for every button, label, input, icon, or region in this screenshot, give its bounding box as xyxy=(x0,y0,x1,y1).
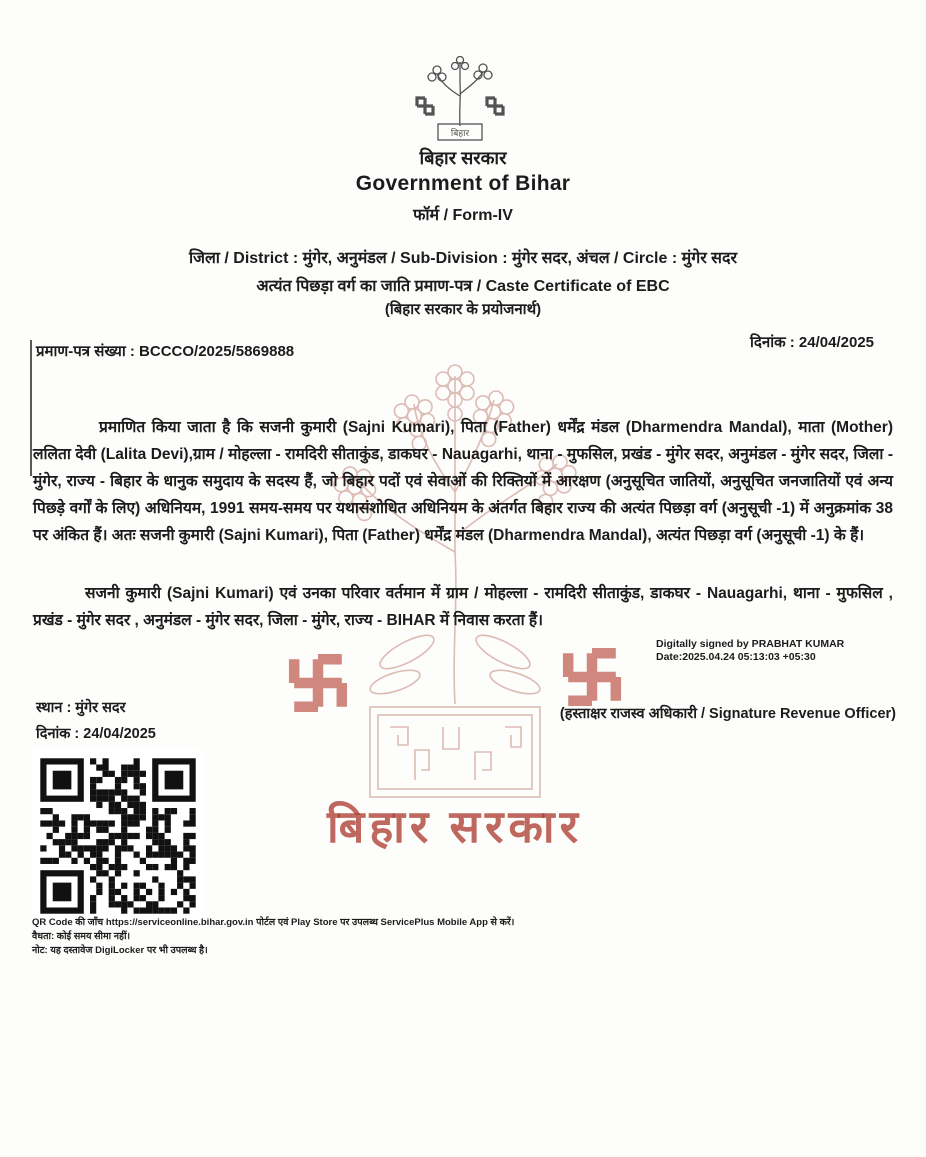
digital-signature-line2: Date:2025.04.24 05:13:03 +05:30 xyxy=(656,651,816,663)
certificate-title: अत्यंत पिछड़ा वर्ग का जाति प्रमाण-पत्र / Caste Certificate of EBC xyxy=(256,278,670,295)
footer-notes xyxy=(32,916,514,958)
district-line: जिला / District : मुंगेर, अनुमंडल / Sub-Division : मुंगेर सदर, अंचल / Circle : मुंगेर सदर xyxy=(188,250,738,267)
org-name-hindi: बिहार सरकार xyxy=(419,148,507,168)
scan-artifact-line xyxy=(30,340,32,476)
certificate-body-paragraph-1: प्रमाणित किया जाता है कि सजनी कुमारी (Sajni Kumari), पिता (Father) धर्मेंद्र मंडल (Dharmendra Mandal), माता (Mother) ललिता देवी (Lalita Devi),ग्राम / मोहल्ला - रामदिरी सीताकुंड, डाकघर - Nauagarhi, थाना - मुफसिल, प्रखंड - मुंगेर सदर, अनुमंडल - मुंगेर सदर, जिला - मुंगेर, राज्य - बिहार के धानुक समुदाय के सदस्य हैं, जो बिहार पदों एवं सेवाओं की रिक्तियों में आरक्षण (अनुसूचित जातियों, अनुसूचित जनजातियों एवं अन्य पिछड़े वर्गों के लिए) अधिनियम, 1991 समय-समय पर यथासंशोधित अधिनियम के अंतर्गत बिहार राज्य की अत्यंत पिछड़ा वर्ग (अनुसूची -1) में अनुक्रमांक 38 पर अंकित हैं। अतः सजनी कुमारी (Sajni Kumari), पिता (Father) धर्मेंद्र मंडल (Dharmendra Mandal), अत्यंत पिछड़ा वर्ग (अनुसूची -1) के हैं। xyxy=(33,418,893,544)
watermark-text: बिहार सरकार xyxy=(326,802,583,852)
swastika-right-icon xyxy=(557,642,627,712)
digital-signature-line1: Digitally signed by PRABHAT KUMAR xyxy=(656,638,845,650)
date-line-bottom: दिनांक : 24/04/2025 xyxy=(36,726,156,742)
swastika-left-icon xyxy=(283,648,353,718)
purpose-line: (बिहार सरकार के प्रयोजनार्थ) xyxy=(384,301,542,318)
org-name-english: Government of Bihar xyxy=(355,172,571,195)
qr-code xyxy=(32,750,204,922)
certificate-body-paragraph-2: सजनी कुमारी (Sajni Kumari) एवं उनका परिवार वर्तमान में ग्राम / मोहल्ला - रामदिरी सीताकुंड, डाकघर - Nauagarhi, थाना - मुफसिल , प्रखंड - मुंगेर सदर , अनुमंडल - मुंगेर सदर, जिला - मुंगेर, राज्य - BIHAR में निवास करता हैं। xyxy=(33,584,893,629)
footer-note-qr: QR Code की जाँच https://serviceonline.bihar.gov.in पोर्टल एवं Play Store पर उपलब्ध ServicePlus Mobile App से करें। xyxy=(32,917,515,928)
footer-note-validity: वैधता: कोई समय सीमा नहीं। xyxy=(32,931,131,942)
signature-officer-label: (हस्ताक्षर राजस्व अधिकारी / Signature Revenue Officer) xyxy=(559,706,896,722)
emblem-label: बिहार xyxy=(450,128,470,138)
bihar-government-emblem xyxy=(405,56,515,146)
issue-date-top: दिनांक : 24/04/2025 xyxy=(750,334,874,351)
digital-signature-block xyxy=(656,638,844,664)
footer-note-digilocker: नोट: यह दस्तावेज DigiLocker पर भी उपलब्ध है। xyxy=(32,945,208,956)
form-number: फॉर्म / Form-IV xyxy=(413,207,513,224)
certificate-number: प्रमाण-पत्र संख्या : BCCCO/2025/5869888 xyxy=(36,343,295,360)
place-line: स्थान : मुंगेर सदर xyxy=(36,700,126,716)
